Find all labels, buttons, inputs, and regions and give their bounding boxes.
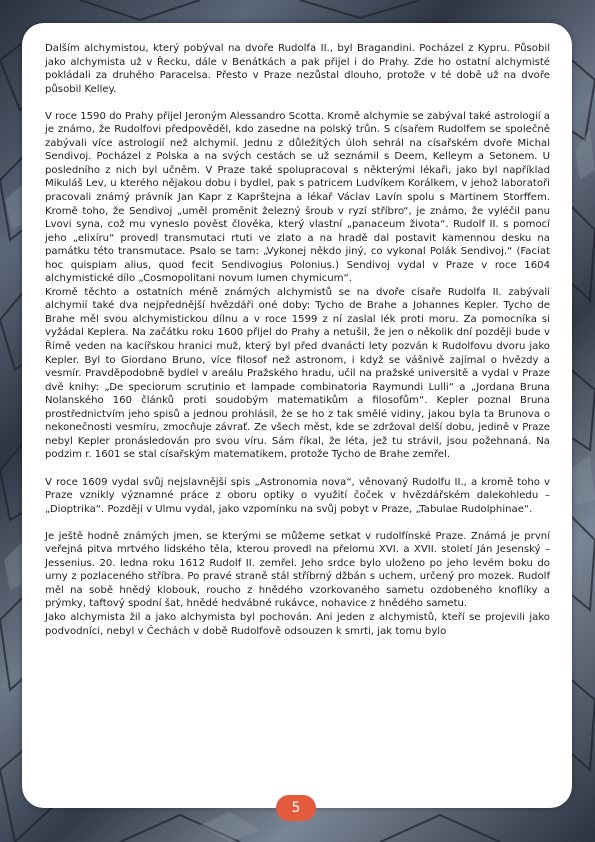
page-number-badge: 5 <box>276 795 316 821</box>
article-body <box>45 42 550 638</box>
paragraph-alchymista: Jako alchymista žil a jako alchymista byl pochován. Ani jeden z alchymistů, kteří se projevili jako podvodníci, nebyl v Čechách v době Rudolfově odsouzen k smrti, jak tomu bylo <box>45 611 550 637</box>
paragraph-brahe-kepler: Kromě těchto a ostatních méně známých alchymistů se na dvoře císaře Rudolfa II. zabývali alchymií také dva nejpřednější hvězdáři oné doby: Tycho de Brahe a Johannes Kepler. Tycho de Brahe měl svou alchymistickou dílnu a v roce 1599 z ní zaslal lék proti moru. Za pomocníka si vyžádal Keplera. Na začátku roku 1600 přijel do Prahy a netušil, že jen o několik dní později bude v Římě veden na kacířskou hranici muž, který byl před dvanácti lety pozván k Rudolfovu dvoru jako Kepler. Byl to Giordano Bruno, více filosof než astronom, i když se vášnivě zajímal o hvězdy a vesmír. Pravděpodobně bydlel v areálu Pražského hradu, učil na pražské universitě a vydal v Praze dvě knihy: „De speciorum scrutinio et lampade combinatoria Raymundi Lulli“ a „Jordana Bruna Nolanského 160 článků proti soudobým matematikům a filosofům“. Kepler poznal Bruna prostřednictvím jeho spisů a jednou prohlásil, že se ho z tak smělé vidiny, jakou byla ta Brunova o nekonečnosti vesmíru, zmocňuje závrať. Ze všech měst, kde se zdržoval delší dobu, jedině v Praze nebyl Kepler pronásledován pro svou víru. Sám říkal, že léta, jež tu strávil, jsou požehnaná. Na podzim r. 1601 se stal císařským matematikem, protože Tycho de Brahe zemřel. <box>45 286 550 461</box>
paragraph-jessenius: Je ještě hodně známých jmen, se kterými se můžeme setkat v rudolfínské Praze. Známá je první veřejná pitva mrtvého lidského těla, kterou provedl na přelomu XVI. a XVII. století Ján Jesenský – Jessenius. 20. ledna roku 1612 Rudolf II. zemřel. Jeho srdce bylo uloženo po jeho levém boku do urny z pozlaceného stříbra. Po pravé straně stál stříbrný džbán s uchem, určený pro mozek. Rudolf měl na sobě hnědý klobouk, roucho z hnědého vzorkovaného sametu ozdobeného knoflíky a prýmky, taftový spodní šat, hnědé hedvábné rukávce, nohavice z hnědého sametu. <box>45 530 550 610</box>
paragraph-astronomia-nova: V roce 1609 vydal svůj nejslavnější spis „Astronomia nova“, věnovaný Rudolfu II., a kromě toho v Praze vznikly významné práce z oboru optiky o využití čoček v hvězdářském dalekohledu – „Dioptrika“. Později v Ulmu vydal, jako vzpomínku na svůj pobyt v Praze, „Tabulae Rudolphinae“. <box>45 476 550 515</box>
paragraph-bragandini: Dalším alchymistou, který pobýval na dvoře Rudolfa II., byl Bragandini. Pocházel z Kypru. Působil jako alchymista už v Řecku, dále v Benátkách a pak přijel i do Prahy. Zde ho ostatní alchymisté pokládali za druhého Paracelsa. Přesto v Praze nezůstal dlouho, protože v té době už na dvoře působil Kelley. <box>45 43 550 95</box>
paragraph-scotta-sendivoj: V roce 1590 do Prahy přijel Jeroným Alessandro Scotta. Kromě alchymie se zabýval také astrologií a je známo, že Rudolfovi předpověděl, kdo zasedne na polský trůn. S císařem Rudolfem se společně zabývali více astrologií než alchymií. Jednu z důležitých úloh sehrál na císařském dvoře Michal Sendivoj. Pocházel z Polska a na svých cestách se už seznámil s Deem, Kelleym a Setonem. U posledního z nich byl učněm. V Praze také spolupracoval s některými lékaři, jako byl například Mikuláš Lev, u kterého nějakou dobu i bydlel, pak s patricem Ludvíkem Korálkem, v jehož laboratoři pracovali známý právník Jan Kapr z Kaprštejna a lékař Václav Lavín spolu s Martinem Storffem. Kromě toho, že Sendivoj „uměl proměnit železný šroub v ryzí stříbro“, je známo, že vyléčil panu Lvovi syna, což mu vyneslo pověst člověka, který vlastní „panaceum života“. Rudolf II. s pomocí jeho „elixíru“ provedl transmutaci rtuti ve zlato a na hradě dal postavit kamennou desku na památku této transmutace. Psalo se tam: „Vykonej někdo jiný, co vykonal Polák Sendivoj.“ (Faciat hoc quispiam alius, quod fecit Sendivogius Polonius.) Sendivoj vydal v Praze v roce 1604 alchymistické dílo „Cosmopolitani novum lumen chymicum“. <box>45 110 550 285</box>
